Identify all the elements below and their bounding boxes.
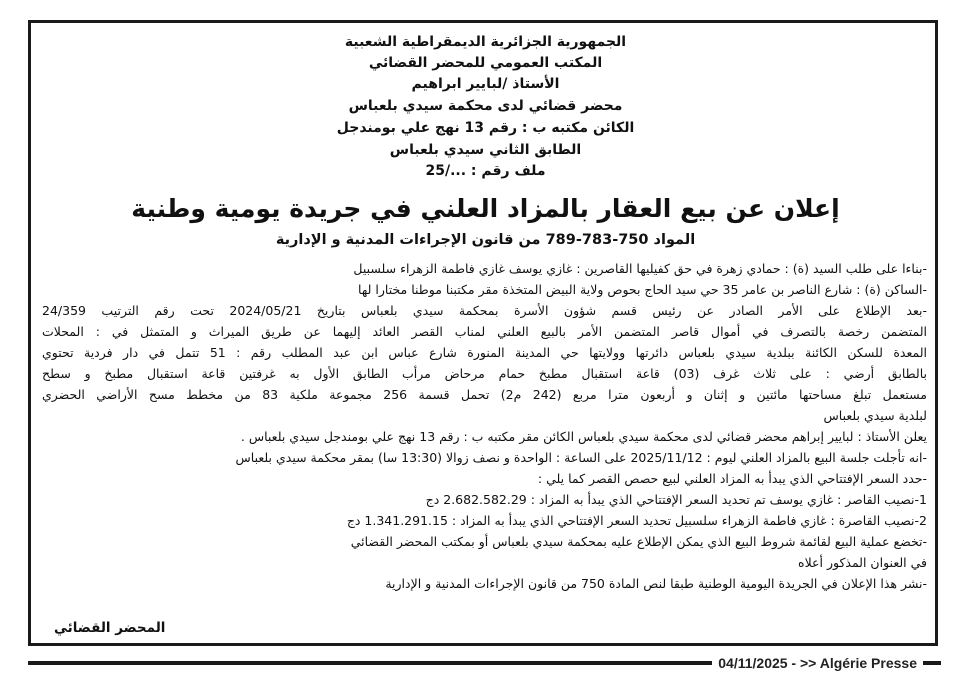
body-line: -بناءا على طلب السيد (ة) : حمادي زهرة في حق كفيليها القاصرين : غازي يوسف غازي فاطمة الزهراء سلسبيل <box>353 261 927 276</box>
footer-rule <box>28 661 712 665</box>
notice-title: إعلان عن بيع العقار بالمزاد العلني في جريدة يومية وطنية <box>131 194 840 223</box>
body-line: المعدة للسكن الكائنة ببلدية سيدي بلعباس دائرتها وولايتها حي المدينة المنورة شارع عباس ابن عبد المطلب رقم : 51 تتمل في دار فردية تحتوي <box>42 345 928 360</box>
footer <box>28 655 941 671</box>
body-line: -حدد السعر الإفتتاحي الذي يبدأ به المزاد العلني لبيع حصص القصر كما يلي : <box>537 471 927 486</box>
body-line: في العنوان المذكور أعلاه <box>798 555 927 570</box>
body-line: مستعمل تبلغ مساحتها مائتين و إثنان و أربعون مترا مربع (242 م2) تحمل قسمة 256 مجموعة ملكية 83 من مخطط مسح الأراضي الحضري <box>42 387 928 402</box>
header-line-office: المكتب العمومي للمحضر القضائي <box>368 55 603 71</box>
header-line-floor: الطابق الثاني سيدي بلعباس <box>389 142 582 158</box>
body-line: يعلن الأستاذ : لبايير إبراهم محضر قضائي لدى محكمة سيدي بلعباس الكائن مقر مكتبه ب : رقم 13 نهج علي بومندجل سيدي بلعباس . <box>240 429 927 444</box>
header-line-court: محضر قضائي لدى محكمة سيدي بلعباس <box>348 98 623 114</box>
header-line-republic: الجمهورية الجزائرية الديمقراطية الشعبية <box>344 34 627 50</box>
body-line: -بعد الإطلاع على الأمر الصادر عن رئيس قسم شؤون الأسرة بمحكمة سيدي بلعباس بتاريخ 2024/05/21 تحت رقم الترتيب 24/359 <box>42 303 927 318</box>
body-line: 1-نصيب القاصر : غازي يوسف تم تحديد السعر الإفتتاحي الذي يبدأ به المزاد : 2.682.582.29 دج <box>425 492 927 507</box>
notice-subtitle: المواد 750-783-789 من قانون الإجراءات المدنية و الإدارية <box>275 232 696 248</box>
notice-body <box>42 258 927 594</box>
body-line: -الساكن (ة) : شارع الناصر بن عامر 35 حي سيد الحاج بحوص ولاية البيض المتخذة مقر مكتبنا موطنا مختارا لها <box>358 282 927 297</box>
body-line: لبلدية سيدي بلعباس <box>823 408 927 423</box>
footer-rule <box>923 661 941 665</box>
header-line-bailiff-name: الأستاذ /لبايير ابراهيم <box>411 76 560 92</box>
body-line: -نشر هذا الإعلان في الجريدة اليومية الوطنية طبقا لنص المادة 750 من قانون الإجراءات المدنية و الإدارية <box>385 576 927 591</box>
body-line: -تخضع عملية البيع لقائمة شروط البيع الذي يمكن الإطلاع عليه بمحكمة سيدي بلعباس أو بمكتب المحضر القضائي <box>350 534 927 549</box>
signature: المحضر القضائي <box>54 620 166 636</box>
body-line: 2-نصيب القاصرة : غازي فاطمة الزهراء سلسبيل تحديد السعر الإفتتاحي الذي يبدأ به المزاد : 1.341.291.15 دج <box>346 513 927 528</box>
body-line: بالطابق أرضي : على ثلاث غرف (03) قاعة استقبال مطبخ حمام مرحاض مرأب الطابق الأول به غرفتين قاعة استقبال مطبخ و سطح <box>42 366 927 381</box>
header-line-file-number: ملف رقم : .../25 <box>425 163 546 179</box>
header-line-address: الكائن مكتبه ب : رقم 13 نهج علي بومندجل <box>336 120 635 136</box>
body-line: المتضمن رخصة بالتصرف في أموال قاصر المتضمن الأمر بالبيع العلني لمناب القصر العائد إليهما عن طريق الميراث و المتمثل في : المحلات <box>42 324 927 339</box>
footer-source: 04/11/2025 - >> Algérie Presse <box>718 655 917 671</box>
body-line: -انه تأجلت جلسة البيع بالمزاد العلني ليوم : 2025/11/12 على الساعة : الواحدة و نصف زوالا (13:30 سا) بمقر محكمة سيدي بلعباس <box>235 450 927 465</box>
